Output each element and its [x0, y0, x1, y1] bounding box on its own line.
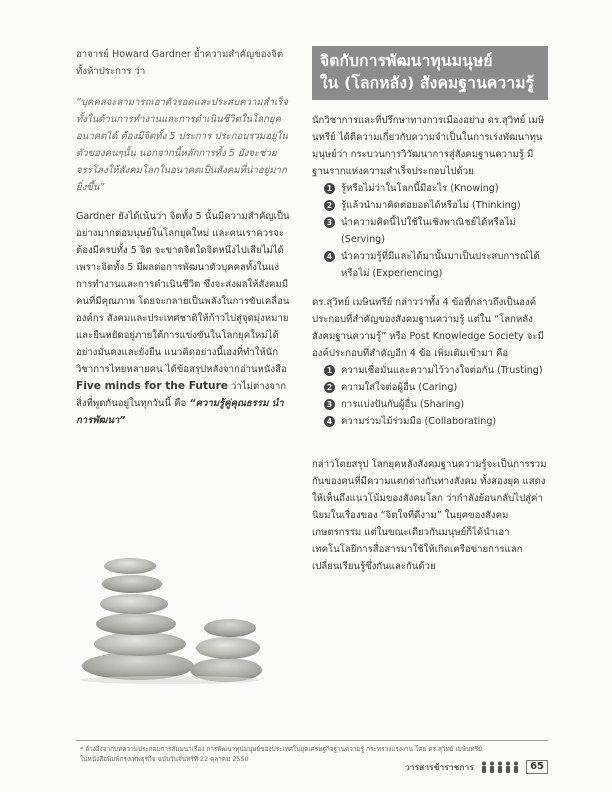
stones-shadow	[80, 676, 260, 684]
right-column	[312, 46, 548, 575]
numbered-bullet-icon: 3	[324, 399, 335, 410]
list-item	[312, 396, 548, 413]
people-row-icon	[480, 761, 520, 773]
list-item-text: นำความคิดนี้ไปใช้ในเชิงพาณิชย์ได้หรือไม่ (Serving)	[341, 217, 516, 245]
list-item	[312, 214, 548, 248]
section-header	[312, 46, 548, 100]
post-knowledge-list	[312, 362, 548, 430]
list-item-text: ความร่วมไม้ร่วมมือ (Collaborating)	[341, 416, 497, 427]
page-number: 65	[526, 760, 548, 774]
numbered-bullet-icon: 2	[324, 382, 335, 393]
list-item-text: การแบ่งปันกับผู้อื่น (Sharing)	[341, 399, 465, 410]
numbered-bullet-icon: 1	[324, 183, 335, 194]
stone-right-2	[196, 637, 260, 659]
footnote-divider	[76, 740, 548, 741]
stone-5	[102, 575, 162, 593]
stone-top	[104, 558, 156, 574]
numbered-bullet-icon: 2	[324, 200, 335, 211]
gardner-quote: “บุคคลจะสามารถเอาตัวรอดและประสบความสำเร็จทั้งในด้านการทำงานและการดำเนินชีวิตในโลกยุคอนาคตได้ ต้องมีจิตทั้ง 5 ประการ ประกอบรวมอยู่ในตัวของคนๆนั้น นอกจากนี้หลักการทั้ง 5 ยังจะช่วยจรรโลงให้สังคมโลกในอนาคตเป็นสังคมที่น่าอยู่มากยิ่งขึ้น”	[76, 97, 289, 193]
gardner-body-paragraph	[76, 208, 290, 429]
stone-right-3	[204, 619, 256, 637]
stone-base-left	[82, 652, 194, 680]
list-item	[312, 362, 548, 379]
gardner-body-end: ว่าไม่ต่างจากสิ่งที่พูดกันอยู่ในทุกวันนี้ คือ	[76, 381, 287, 409]
numbered-bullet-icon: 1	[324, 365, 335, 376]
list-item-text: นำความรู้ที่มีและได้มานั้นมาเป็นประสบการณ์ได้หรือไม่ (Experiencing)	[341, 251, 540, 279]
right-paragraph-1: นักวิชาการและที่ปรึกษาทางการเมืองอย่าง ดร.สุวิทย์ เมษินทรีย์ ได้ตีความเกี่ยวกับความจำเป็นในการเร่งพัฒนาทุนมนุษย์ว่า กระบวนการวิวัฒนาการสู่สังคมฐานความรู้ มีฐานรากแห่งความสำเร็จประกอบไปด้วย	[312, 115, 545, 177]
list-item-text: ความใส่ใจต่อผู้อื่น (Caring)	[341, 382, 458, 393]
magazine-name: วารสารข้าราชการ	[405, 762, 475, 772]
stacked-stones-image	[78, 548, 264, 688]
intro-paragraph: อาจารย์ Howard Gardner ย้ำความสำคัญของจิตทั้งห้าประการ ว่า	[76, 49, 284, 77]
list-item	[312, 413, 548, 430]
numbered-bullet-icon: 4	[324, 251, 335, 262]
section-header-line1: จิตกับการพัฒนาทุนมนุษย์	[320, 52, 493, 70]
knowledge-list	[312, 180, 548, 282]
key-phrase: “ความรู้คู่คุณธรรม นำการพัฒนา”	[76, 398, 284, 426]
section-header-line2: ใน (โลกหลัง) สังคมฐานความรู้	[320, 74, 535, 92]
footnote-line-2: ในหนังสือพิมพ์กรุงเทพธุรกิจ ฉบับวันจันทร์ที่ 22 ตุลาคม 2550	[80, 755, 249, 763]
numbered-bullet-icon: 4	[324, 416, 335, 427]
list-item-text: ความเชื่อมั่นและความไว้วางใจต่อกัน (Trusting)	[341, 365, 543, 376]
list-item-text: รู้แล้วนำมาคิดต่อยอดได้หรือไม่ (Thinking)	[341, 200, 521, 211]
numbered-bullet-icon: 3	[324, 217, 335, 228]
list-item	[312, 197, 548, 214]
book-title: Five minds for the Future	[76, 380, 228, 392]
footnote-line-1: * อ้างอิงจากบทความประกอบการสัมมนาเรื่อง การพัฒนาทุนมนุษย์ของประเทศในยุคเศรษฐกิจฐานความรู้ กระทรวงแรงงาน โดย ดร.สุวิทย์ เมษินทรีย์	[80, 745, 482, 753]
right-paragraph-2: ดร.สุวิทย์ เมษินทรีย์ กล่าวว่าทั้ง 4 ข้อที่กล่าวถึงเป็นองค์ประกอบที่สำคัญของสังคมฐานความรู้ แต่ใน “โลกหลังสังคมฐานความรู้” หรือ Post Knowledge Society จะมีองค์ประกอบที่สำคัญอีก 4 ข้อ เพิ่มเติมเข้ามา คือ	[312, 297, 544, 359]
left-column	[76, 46, 290, 429]
list-item-text: รู้หรือไม่ว่าในโลกนี้มีอะไร (Knowing)	[341, 183, 499, 194]
stone-2	[94, 632, 186, 656]
right-paragraph-3: กล่าวโดยสรุป โลกยุคหลังสังคมฐานความรู้จะเป็นการรวมกันของคนที่มีความแตกต่างกันทางสังคม ทั้งสองยุค แสดงให้เห็นถึงแนวโน้มของสังคมโลก ว่ากำลังย้อนกลับไปสู่ค่านิยมในเรื่องของ “จิตใจที่ดีงาม” ในยุคของสังคมเกษตรกรรม แต่ในขณะเดียวกันมนุษย์ก็ได้นำเอาเทคโนโลยีการสื่อสารมาใช้ให้เกิดเครือข่ายการแลกเปลี่ยนเรียนรู้ซึ่งกันและกันด้วย	[312, 459, 547, 572]
page-footer	[400, 760, 548, 774]
stone-3	[96, 613, 176, 635]
list-item	[312, 248, 548, 282]
stone-4	[100, 594, 168, 614]
list-item	[312, 379, 548, 396]
gardner-body-text: Gardner ยังได้เน้นว่า จิตทั้ง 5 นั้นมีความสำคัญเป็นอย่างมากต่อมนุษย์ในโลกยุคใหม่ และคนเราควรจะต้องมีครบทั้ง 5 จิต จะขาดจิตใดจิตหนึ่งไปเสียไม่ได้ เพราะจิตทั้ง 5 มีผลต่อการพัฒนาตัวบุคคลทั้งในแง่การทำงานและการดำเนินชีวิต ซึ่งจะส่งผลให้สังคมมีคนที่มีคุณภาพ โดยจะกลายเป็นพลังในการขับเคลื่อนองค์กร สังคมและประเทศชาติให้ก้าวไปสู่จุดมุ่งหมาย และยืนหยัดอยู่ภายใต้การแข่งขันในโลกยุคใหม่ได้อย่างมั่นคงและยั่งยืน แนวคิดอย่างนี้เองที่ทำให้นักวิชาการไทยหลายคน ได้ข้อสรุปหลังจากอ่านหนังสือ	[76, 211, 290, 375]
list-item	[312, 180, 548, 197]
